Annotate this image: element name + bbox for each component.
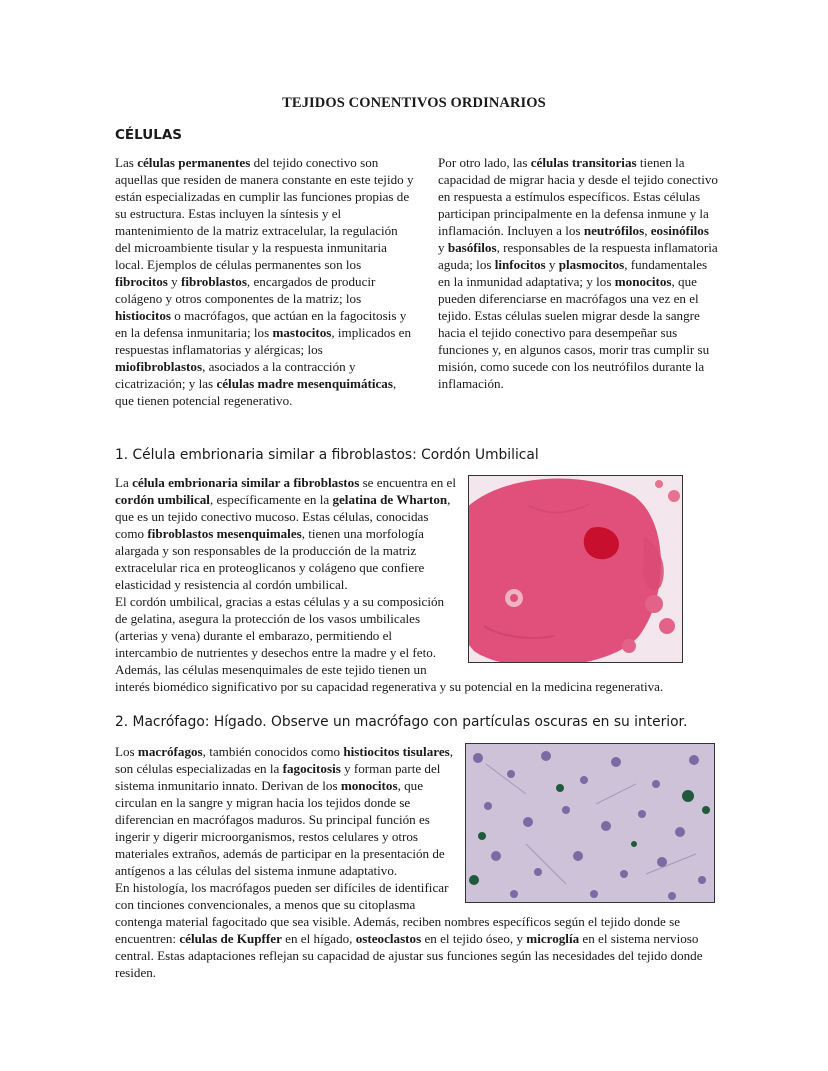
umbilical-cord-micrograph-icon <box>468 475 683 663</box>
transient-cells-paragraph: Por otro lado, las células transitorias tienen la capacidad de migrar hacia y desde el tejido conectivo en respuesta a estímulos específicos. Estas células participan principalmente en la defensa inmune y la inflamación. Incluyen a los neutrófilos, eosinófilos y basófilos, responsables de la respuesta inflamatoria aguda; los linfocitos y plasmocitos, fundamentales en la inmunidad adaptativa; y los monocitos, que pueden diferenciarse en macrófagos una vez en el tejido. Estas células suelen migrar desde la sangre hacia el tejido conectivo para desempeñar sus funciones y, en algunos casos, morir tras cumplir su misión, como sucede con los neutrófilos durante la inflamación. <box>438 155 718 391</box>
section-1-heading: 1. Célula embrionaria similar a fibroblastos: Cordón Umbilical <box>115 447 539 463</box>
section-2-body: Los macrófagos, también conocidos como histiocitos tisulares, son células especializadas en la fagocitosis y forman parte del sistema inmunitario innato. Derivan de los monocitos, que circulan en la sangre y migran hacia los tejidos donde se diferencian en macrófagos maduros. Su principal función es ingerir y digerir microorganismos, restos celulares y otros materiales extraños, además de participar en la presentación de antígenos a las células del sistema inmune adaptativo. En histología, los macrófagos pueden ser difíciles de identificar con tinciones convencionales, a menos que su citoplasma contenga material fagocitado que sea visible. Además, reciben nombres específicos según el tejido donde se encuentren: células de Kupffer en el hígado, osteoclastos en el tejido óseo, y microglía en el sistema nervioso central. Estas adaptaciones reflejan su capacidad de ajustar sus funciones según las necesidades del tejido donde residen. <box>115 743 715 981</box>
section-1-body: La célula embrionaria similar a fibroblastos se encuentra en el cordón umbilical, específicamente en la gelatina de Wharton, que es un tejido conectivo mucoso. Estas células, conocidas como fibroblastos mesenquimales, tienen una morfología alargada y son responsables de la producción de la matriz extracelular rica en proteoglicanos y colágeno que confiere elasticidad y resistencia al cordón umbilical. El cordón umbilical, gracias a estas células y a su composición de gelatina, asegura la protección de los vasos umbilicales (arterias y vena) durante el embarazo, permitiendo el intercambio de nutrientes y desechos entre la madre y el feto. Además, las células mesenquimales de este tejido tienen un interés biomédico significativo por su capacidad regenerativa y su potencial en la medicina regenerativa. <box>115 474 683 695</box>
permanent-cells-paragraph: Las células permanentes del tejido conectivo son aquellas que residen de manera constante en este tejido y están especializadas en cumplir las funciones propias de su estructura. Estas incluyen la síntesis y el mantenimiento de la matriz extracelular, la regulación del microambiente tisular y la respuesta inmunitaria local. Ejemplos de células permanentes son los fibrocitos y fibroblastos, encargados de producir colágeno y otros componentes de la matriz; los histiocitos o macrófagos, que actúan en la fagocitosis y en la defensa inmunitaria; los mastocitos, implicados en respuestas inflamatorias y alérgicas; los miofibroblastos, asociados a la contracción y cicatrización; y las células madre mesenquimáticas, que tienen potencial regenerativo. <box>115 155 414 408</box>
document-title: TEJIDOS CONENTIVOS ORDINARIOS <box>282 95 546 111</box>
section-heading-celulas: CÉLULAS <box>115 127 182 143</box>
section-2-paragraph-2: En histología, los macrófagos pueden ser difíciles de identificar con tinciones convencionales, a menos que su citoplasma contenga material fagocitado que sea visible. Además, reciben nombres específicos según el tejido donde se encuentren: células de Kupffer en el hígado, osteoclastos en el tejido óseo, y microglía en el sistema nervioso central. Estas adaptaciones reflejan su capacidad de ajustar sus funciones según las necesidades del tejido donde residen. <box>115 880 703 980</box>
section-1-paragraph-3: Además, las células mesenquimales de este tejido tienen un interés biomédico significativo por su capacidad regenerativa y su potencial en la medicina regenerativa. <box>115 662 664 694</box>
section-2-heading: 2. Macrófago: Hígado. Observe un macrófago con partículas oscuras en su interior. <box>115 714 688 730</box>
section-1-paragraph-2: El cordón umbilical, gracias a estas células y a su composición de gelatina, asegura la protección de los vasos umbilicales (arterias y vena) durante el embarazo, permitiendo el intercambio de nutrientes y desechos entre la madre y el feto. <box>115 594 445 660</box>
liver-macrophage-micrograph-icon <box>465 743 715 903</box>
